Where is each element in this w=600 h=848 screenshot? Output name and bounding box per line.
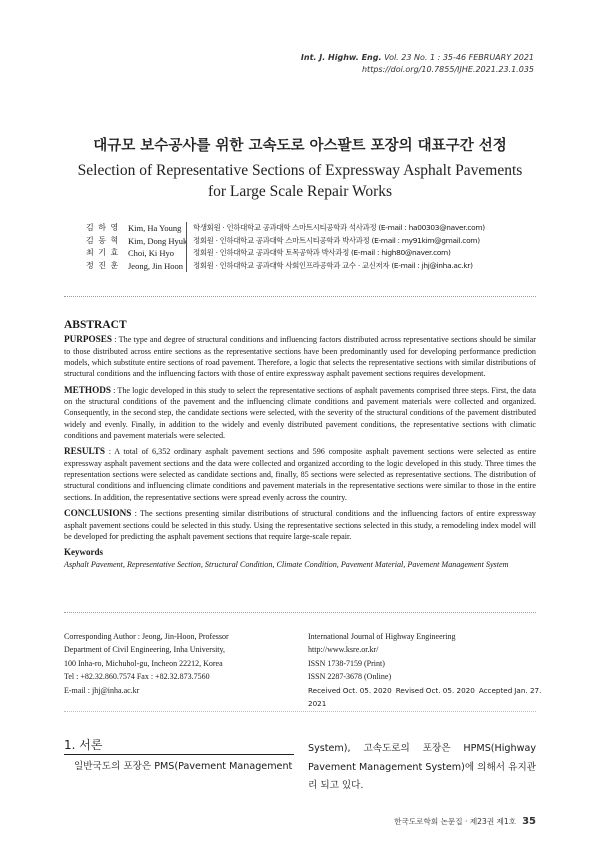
author-name-en: Kim, Ha Young [128, 223, 182, 233]
journal-abbrev: Int. J. Highw. Eng. [300, 53, 382, 62]
accepted-date: Jan. 27. 2021 [308, 685, 542, 709]
author-row [86, 222, 546, 235]
corresponding-line: 100 Inha-ro, Michuhol-gu, Incheon 22212, Korea [64, 658, 223, 668]
page-number: 35 [522, 816, 536, 827]
author-name-en: Kim, Dong Hyuk [128, 235, 188, 246]
section-rule [64, 754, 294, 755]
title-english-line1: Selection of Representative Sections of Expressway Asphalt Pavements [77, 162, 523, 179]
author-name-ko: 김 하 영 [86, 223, 120, 232]
journal-info-line: ISSN 2287-3678 (Online) [308, 672, 392, 682]
article-dates [308, 684, 548, 711]
abstract-results [64, 446, 536, 503]
abstract-purposes [64, 334, 536, 379]
journal-doi[interactable]: https://doi.org/10.7855/IJHE.2021.23.1.035 [361, 65, 534, 74]
author-list [86, 222, 546, 272]
corresponding-author [64, 630, 294, 697]
methods-label: METHODS [64, 384, 111, 395]
author-affiliation: 정회원 · 인하대학교 공과대학 사회인프라공학과 교수 · 교신저자 (E-mail : jhj@inha.ac.kr) [186, 260, 473, 273]
corresponding-line: Department of Civil Engineering, Inha University, [64, 645, 225, 655]
accepted-label: Accepted [478, 685, 513, 695]
journal-info-line: ISSN 1738-7159 (Print) [308, 658, 385, 668]
purposes-label: PURPOSES [64, 334, 112, 345]
conclusions-label: CONCLUSIONS [64, 508, 132, 519]
abstract-conclusions [64, 508, 536, 542]
corresponding-line: Corresponding Author : Jeong, Jin-Hoon, Professor [64, 632, 229, 641]
revised-label: Revised [395, 685, 424, 695]
results-text: : A total of 6,352 ordinary asphalt pavement sections and 596 composite asphalt pavement sections were selected as entire expressway asphalt pavement sections and the data were collected and organized according to the logic developed in this study. Three times the representation sections were selected as candidate sections and, finally, 85 sections were selected as representative sections. The distribution of structural conditions and influencing climate conditions and pavement materials in the representative sections were similar to those in the entire sections. In addition, the representative sections were spread evenly across the country. [64, 447, 536, 502]
received-date: Oct. 05. 2020 [342, 685, 392, 695]
conclusions-text: : The sections presenting similar distributions of structural conditions and the influencing factors of entire expressway asphalt pavement sections could be selected in this study. Using the representative sections selected in this study, a remodeling index model will be developed for predicting the asphalt pavement sections that require large-scale repair. [64, 509, 536, 541]
author-name-ko: 최 기 효 [86, 248, 120, 257]
body-text-left: 일반국도의 포장은 PMS(Pavement Management [74, 761, 293, 772]
author-row [86, 260, 546, 273]
journal-info [308, 630, 548, 710]
received-label: Received [308, 685, 341, 695]
abstract-methods [64, 385, 536, 442]
author-affiliation: 정회원 · 인하대학교 공과대학 토목공학과 박사과정 (E-mail : high80@naver.com) [186, 247, 451, 260]
abstract-heading: ABSTRACT [64, 319, 127, 331]
body-text-right: System), 고속도로의 포장은 HPMS(Highway Pavement Management System)에 의해서 유지관리 되고 있다. [308, 743, 536, 791]
author-name-ko: 정 진 훈 [86, 260, 120, 270]
journal-header [301, 52, 534, 76]
journal-info-line: International Journal of Highway Engineering [308, 632, 456, 641]
section-heading: 1. 서론 [64, 738, 103, 752]
page-footer [394, 816, 536, 827]
author-row [86, 247, 546, 260]
divider-dotted [64, 711, 536, 712]
author-row [86, 235, 546, 248]
revised-date: Oct. 05. 2020 [425, 685, 475, 695]
author-affiliation: 학생회원 · 인하대학교 공과대학 스마트시티공학과 석사과정 (E-mail : ha00303@naver.com) [186, 222, 485, 235]
abstract [64, 320, 536, 570]
title-english-line2: for Large Scale Repair Works [207, 183, 393, 200]
methods-text: : The logic developed in this study to select the representative sections of asphalt pavements comprised three steps. First, the data on the structural conditions of the pavement and the influencing climate conditions and pavement materials were collected and organized. Consequently, in the second step, the candidate sections were selected, with the severity of the structural conditions of the pavement distributed widely and evenly. Finally, in addition to the widely and evenly distributed pavement conditions, the representative sections with climatic conditions and pavement materials were selected. [64, 385, 536, 441]
purposes-text: : The type and degree of structural conditions and influencing factors distributed across representative sections should be similar to those distributed across entire sections as the representative sections have been predominantly used for developing performance prediction models, which substitute entire sections of road pavement. Therefore, a logic that selects the representative sections with similar distributions of structural conditions and the influencing factors with those of entire expressway asphalt pavement sections requires development. [64, 335, 536, 379]
divider-dotted [64, 612, 536, 613]
author-name-en: Choi, Ki Hyo [128, 248, 175, 258]
title-korean: 대규모 보수공사를 위한 고속도로 아스팔트 포장의 대표구간 선정 [93, 138, 507, 154]
author-affiliation: 정회원 · 인하대학교 공과대학 스마트시티공학과 박사과정 (E-mail : my91kim@gmail.com) [186, 235, 480, 248]
keywords-text: Asphalt Pavement, Representative Section, Structural Condition, Climate Condition, Pavement Material, Pavement Management System [64, 559, 509, 569]
journal-url[interactable]: http://www.ksre.or.kr/ [308, 645, 379, 655]
divider-dotted [64, 296, 536, 297]
results-label: RESULTS [64, 446, 106, 457]
title-english [0, 160, 600, 202]
journal-volume: Vol. 23 No. 1 : 35-46 FEBRUARY 2021 [384, 53, 534, 62]
corresponding-email[interactable]: E-mail : jhj@inha.ac.kr [64, 685, 140, 695]
author-name-en: Jeong, Jin Hoon [128, 260, 184, 271]
footer-journal: 한국도로학회 논문집 · 제23권 제1호 [394, 817, 517, 826]
corresponding-line: Tel : +82.32.860.7574 Fax : +82.32.873.7560 [64, 672, 210, 682]
author-name-ko: 김 동 혁 [86, 235, 120, 245]
keywords-heading: Keywords [64, 547, 103, 558]
